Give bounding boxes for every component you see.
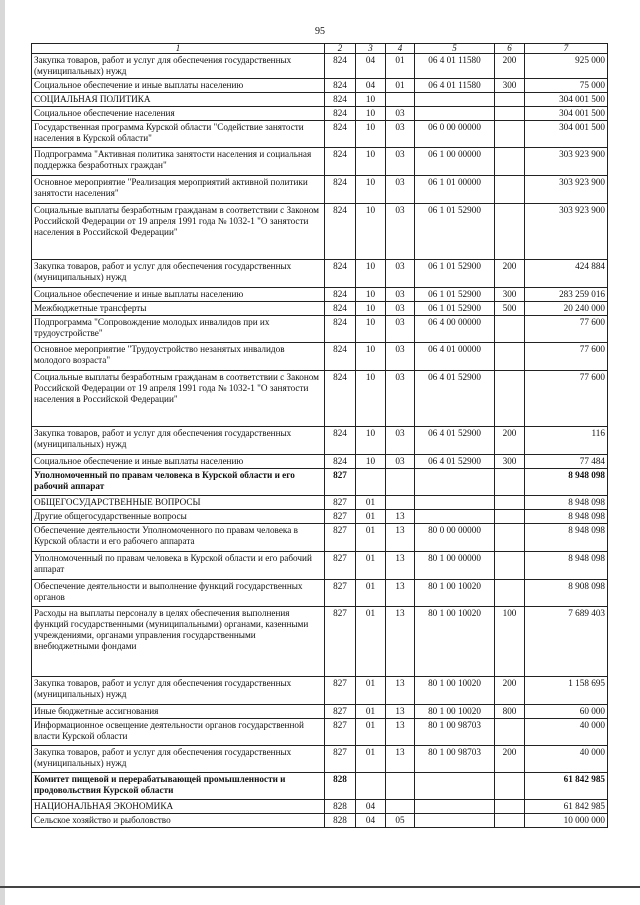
- row-name: Государственная программа Курской области "Содействие занятости населения в Курской области": [32, 121, 325, 148]
- budget-table: [31, 43, 608, 828]
- table-row: [32, 148, 608, 176]
- row-section: 10: [356, 343, 386, 371]
- row-article: 06 0 00 00000: [415, 121, 495, 148]
- row-section: 10: [356, 260, 386, 288]
- row-code: 824: [325, 427, 356, 455]
- row-article: 80 1 00 00000: [415, 552, 495, 580]
- row-subsection: [386, 93, 415, 107]
- row-expense-type: [495, 316, 525, 343]
- row-code: 824: [325, 260, 356, 288]
- row-code: 827: [325, 746, 356, 773]
- table-row: [32, 302, 608, 316]
- row-amount: 61 842 985: [525, 800, 608, 814]
- table-row: [32, 107, 608, 121]
- row-section: 04: [356, 814, 386, 828]
- row-article: 80 1 00 10020: [415, 607, 495, 677]
- row-code: 827: [325, 719, 356, 746]
- row-article: [415, 773, 495, 800]
- row-expense-type: [495, 800, 525, 814]
- table-row: [32, 316, 608, 343]
- row-subsection: 03: [386, 204, 415, 260]
- row-amount: 303 923 900: [525, 204, 608, 260]
- row-amount: 7 689 403: [525, 607, 608, 677]
- row-subsection: 13: [386, 552, 415, 580]
- row-section: 10: [356, 148, 386, 176]
- row-amount: 925 000: [525, 54, 608, 79]
- row-subsection: [386, 496, 415, 510]
- row-section: 10: [356, 316, 386, 343]
- row-subsection: [386, 800, 415, 814]
- row-name: Закупка товаров, работ и услуг для обеспечения государственных (муниципальных) нужд: [32, 427, 325, 455]
- row-subsection: 03: [386, 455, 415, 469]
- row-section: 10: [356, 93, 386, 107]
- row-amount: 8 948 098: [525, 496, 608, 510]
- row-name: Уполномоченный по правам человека в Курской области и его рабочий аппарат: [32, 552, 325, 580]
- row-subsection: 03: [386, 121, 415, 148]
- row-amount: 10 000 000: [525, 814, 608, 828]
- table-row: [32, 121, 608, 148]
- row-subsection: 13: [386, 510, 415, 524]
- row-code: 824: [325, 121, 356, 148]
- row-expense-type: 800: [495, 705, 525, 719]
- row-expense-type: [495, 773, 525, 800]
- table-row: [32, 455, 608, 469]
- row-expense-type: [495, 148, 525, 176]
- row-subsection: 05: [386, 814, 415, 828]
- row-amount: 8 948 098: [525, 552, 608, 580]
- table-row: [32, 260, 608, 288]
- row-name: Комитет пищевой и перерабатывающей промышленности и продовольствия Курской области: [32, 773, 325, 800]
- row-amount: 40 000: [525, 719, 608, 746]
- table-row: [32, 719, 608, 746]
- row-section: 04: [356, 54, 386, 79]
- row-section: 01: [356, 746, 386, 773]
- row-name: Основное мероприятие "Трудоустройство незанятых инвалидов молодого возраста": [32, 343, 325, 371]
- row-amount: 304 001 500: [525, 93, 608, 107]
- row-code: 828: [325, 814, 356, 828]
- row-expense-type: 500: [495, 302, 525, 316]
- row-subsection: 01: [386, 79, 415, 93]
- header-col-2: 2: [325, 44, 356, 54]
- row-subsection: 03: [386, 343, 415, 371]
- row-subsection: 13: [386, 746, 415, 773]
- row-subsection: 03: [386, 148, 415, 176]
- row-name: Обеспечение деятельности и выполнение функций государственных органов: [32, 580, 325, 607]
- row-name: Социальное обеспечение и иные выплаты населению: [32, 288, 325, 302]
- row-expense-type: 300: [495, 288, 525, 302]
- row-expense-type: [495, 719, 525, 746]
- row-amount: 77 600: [525, 371, 608, 427]
- row-section: 10: [356, 371, 386, 427]
- row-name: Социальное обеспечение населения: [32, 107, 325, 121]
- row-name: ОБЩЕГОСУДАРСТВЕННЫЕ ВОПРОСЫ: [32, 496, 325, 510]
- row-subsection: 13: [386, 524, 415, 552]
- row-name: Межбюджетные трансферты: [32, 302, 325, 316]
- row-expense-type: [495, 121, 525, 148]
- row-subsection: 03: [386, 107, 415, 121]
- row-section: 01: [356, 705, 386, 719]
- row-article: 06 4 01 11580: [415, 54, 495, 79]
- row-code: 824: [325, 288, 356, 302]
- row-amount: 304 001 500: [525, 107, 608, 121]
- row-amount: 8 948 098: [525, 524, 608, 552]
- row-expense-type: [495, 510, 525, 524]
- row-name: Закупка товаров, работ и услуг для обеспечения государственных (муниципальных) нужд: [32, 677, 325, 705]
- table-row: [32, 580, 608, 607]
- row-expense-type: [495, 496, 525, 510]
- row-section: 10: [356, 302, 386, 316]
- row-section: [356, 773, 386, 800]
- row-name: Закупка товаров, работ и услуг для обеспечения государственных (муниципальных) нужд: [32, 54, 325, 79]
- row-article: [415, 510, 495, 524]
- row-subsection: 03: [386, 260, 415, 288]
- row-name: Уполномоченный по правам человека в Курской области и его рабочий аппарат: [32, 469, 325, 496]
- row-code: 827: [325, 469, 356, 496]
- row-code: 824: [325, 54, 356, 79]
- row-article: 06 1 01 52900: [415, 302, 495, 316]
- row-article: 06 4 01 52900: [415, 427, 495, 455]
- row-article: [415, 496, 495, 510]
- table-row: [32, 552, 608, 580]
- row-name: Подпрограмма "Сопровождение молодых инвалидов при их трудоустройстве": [32, 316, 325, 343]
- row-code: 827: [325, 524, 356, 552]
- row-expense-type: [495, 176, 525, 204]
- row-code: 824: [325, 316, 356, 343]
- row-name: Обеспечение деятельности Уполномоченного по правам человека в Курской области и его рабочего аппарата: [32, 524, 325, 552]
- row-section: 10: [356, 288, 386, 302]
- row-subsection: [386, 469, 415, 496]
- row-name: Социальное обеспечение и иные выплаты населению: [32, 455, 325, 469]
- row-name: Сельское хозяйство и рыболовство: [32, 814, 325, 828]
- header-col-1: 1: [32, 44, 325, 54]
- row-code: 827: [325, 510, 356, 524]
- row-amount: 1 158 695: [525, 677, 608, 705]
- row-name: Иные бюджетные ассигнования: [32, 705, 325, 719]
- row-name: Социальные выплаты безработным гражданам в соответствии с Законом Российской Федерации от 19 апреля 1991 года № 1032-1 "О занятости населения в Российской Федерации": [32, 204, 325, 260]
- row-subsection: 13: [386, 677, 415, 705]
- table-row: [32, 607, 608, 677]
- page-bottom-border: [0, 886, 640, 888]
- row-amount: 75 000: [525, 79, 608, 93]
- table-row: [32, 343, 608, 371]
- row-article: 06 1 01 00000: [415, 176, 495, 204]
- row-article: 06 4 01 00000: [415, 343, 495, 371]
- row-amount: 8 948 098: [525, 510, 608, 524]
- row-article: [415, 469, 495, 496]
- row-article: 06 4 00 00000: [415, 316, 495, 343]
- row-name: Закупка товаров, работ и услуг для обеспечения государственных (муниципальных) нужд: [32, 746, 325, 773]
- row-article: 06 1 01 52900: [415, 260, 495, 288]
- row-amount: 77 484: [525, 455, 608, 469]
- row-code: 824: [325, 176, 356, 204]
- row-code: 827: [325, 705, 356, 719]
- table-body: [32, 44, 608, 828]
- row-section: 01: [356, 552, 386, 580]
- row-section: 04: [356, 79, 386, 93]
- row-subsection: 03: [386, 427, 415, 455]
- row-subsection: 03: [386, 371, 415, 427]
- row-section: 01: [356, 719, 386, 746]
- row-section: 10: [356, 204, 386, 260]
- row-article: 06 1 00 00000: [415, 148, 495, 176]
- row-expense-type: 300: [495, 79, 525, 93]
- row-section: 10: [356, 455, 386, 469]
- table-row: [32, 176, 608, 204]
- row-subsection: 13: [386, 580, 415, 607]
- table-row: [32, 705, 608, 719]
- row-expense-type: [495, 204, 525, 260]
- row-name: Другие общегосударственные вопросы: [32, 510, 325, 524]
- row-code: 824: [325, 79, 356, 93]
- row-section: 01: [356, 607, 386, 677]
- row-section: 01: [356, 580, 386, 607]
- row-code: 824: [325, 371, 356, 427]
- row-expense-type: [495, 107, 525, 121]
- table-row: [32, 371, 608, 427]
- table-row: [32, 746, 608, 773]
- row-amount: 77 600: [525, 343, 608, 371]
- row-expense-type: [495, 93, 525, 107]
- row-expense-type: [495, 580, 525, 607]
- table-row: [32, 469, 608, 496]
- table-row: [32, 93, 608, 107]
- row-amount: 424 884: [525, 260, 608, 288]
- row-subsection: 13: [386, 705, 415, 719]
- row-code: 824: [325, 93, 356, 107]
- row-code: 827: [325, 677, 356, 705]
- row-amount: 61 842 985: [525, 773, 608, 800]
- row-subsection: 03: [386, 316, 415, 343]
- row-section: 01: [356, 510, 386, 524]
- row-article: 80 0 00 00000: [415, 524, 495, 552]
- row-amount: 116: [525, 427, 608, 455]
- table-header-row: [32, 44, 608, 54]
- header-col-6: 6: [495, 44, 525, 54]
- row-code: 824: [325, 455, 356, 469]
- table-row: [32, 800, 608, 814]
- row-name: Расходы на выплаты персоналу в целях обеспечения выполнения функций государственными (муниципальными) органами, казенными учреждениями, органами управления государственными внебюджетными фондами: [32, 607, 325, 677]
- row-section: 01: [356, 496, 386, 510]
- row-expense-type: 200: [495, 54, 525, 79]
- row-name: Закупка товаров, работ и услуг для обеспечения государственных (муниципальных) нужд: [32, 260, 325, 288]
- row-section: 01: [356, 677, 386, 705]
- row-article: 80 1 00 10020: [415, 580, 495, 607]
- header-col-4: 4: [386, 44, 415, 54]
- row-amount: 8 948 098: [525, 469, 608, 496]
- row-code: 824: [325, 107, 356, 121]
- table-row: [32, 773, 608, 800]
- row-subsection: 03: [386, 288, 415, 302]
- row-subsection: 03: [386, 302, 415, 316]
- row-section: 10: [356, 427, 386, 455]
- row-article: 06 1 01 52900: [415, 288, 495, 302]
- scan-edge: [0, 0, 5, 905]
- row-code: 828: [325, 800, 356, 814]
- table-row: [32, 79, 608, 93]
- row-amount: 303 923 900: [525, 148, 608, 176]
- row-subsection: [386, 773, 415, 800]
- row-subsection: 03: [386, 176, 415, 204]
- row-name: НАЦИОНАЛЬНАЯ ЭКОНОМИКА: [32, 800, 325, 814]
- row-article: 06 1 01 52900: [415, 204, 495, 260]
- row-expense-type: 200: [495, 746, 525, 773]
- row-name: СОЦИАЛЬНАЯ ПОЛИТИКА: [32, 93, 325, 107]
- row-expense-type: 300: [495, 455, 525, 469]
- row-name: Подпрограмма "Активная политика занятости населения и социальная поддержка безработных граждан": [32, 148, 325, 176]
- row-name: Информационное освещение деятельности органов государственной власти Курской области: [32, 719, 325, 746]
- row-code: 828: [325, 773, 356, 800]
- row-expense-type: 200: [495, 260, 525, 288]
- row-article: [415, 93, 495, 107]
- row-code: 827: [325, 552, 356, 580]
- row-amount: 77 600: [525, 316, 608, 343]
- row-expense-type: [495, 343, 525, 371]
- table-row: [32, 427, 608, 455]
- row-expense-type: [495, 552, 525, 580]
- row-amount: 40 000: [525, 746, 608, 773]
- row-subsection: 13: [386, 719, 415, 746]
- row-article: [415, 107, 495, 121]
- table-row: [32, 496, 608, 510]
- row-amount: 8 908 098: [525, 580, 608, 607]
- row-article: [415, 814, 495, 828]
- row-name: Основное мероприятие "Реализация мероприятий активной политики занятости населения": [32, 176, 325, 204]
- header-col-7: 7: [525, 44, 608, 54]
- row-expense-type: 100: [495, 607, 525, 677]
- row-amount: 303 923 900: [525, 176, 608, 204]
- row-expense-type: [495, 524, 525, 552]
- row-code: 827: [325, 496, 356, 510]
- row-article: 80 1 00 98703: [415, 719, 495, 746]
- row-amount: 283 259 016: [525, 288, 608, 302]
- row-code: 827: [325, 580, 356, 607]
- row-expense-type: 200: [495, 427, 525, 455]
- table-row: [32, 204, 608, 260]
- table-row: [32, 510, 608, 524]
- header-col-3: 3: [356, 44, 386, 54]
- row-amount: 60 000: [525, 705, 608, 719]
- table-row: [32, 288, 608, 302]
- table-row: [32, 677, 608, 705]
- page-number: 95: [315, 26, 325, 37]
- row-section: 10: [356, 107, 386, 121]
- row-code: 827: [325, 607, 356, 677]
- row-section: [356, 469, 386, 496]
- row-code: 824: [325, 343, 356, 371]
- row-amount: 304 001 500: [525, 121, 608, 148]
- row-expense-type: 200: [495, 677, 525, 705]
- row-subsection: 13: [386, 607, 415, 677]
- header-col-5: 5: [415, 44, 495, 54]
- row-article: 06 4 01 11580: [415, 79, 495, 93]
- row-section: 04: [356, 800, 386, 814]
- row-section: 01: [356, 524, 386, 552]
- table-row: [32, 524, 608, 552]
- row-article: [415, 800, 495, 814]
- row-name: Социальное обеспечение и иные выплаты населению: [32, 79, 325, 93]
- row-article: 80 1 00 98703: [415, 746, 495, 773]
- row-code: 824: [325, 204, 356, 260]
- row-name: Социальные выплаты безработным гражданам в соответствии с Законом Российской Федерации от 19 апреля 1991 года № 1032-1 "О занятости населения в Российской Федерации": [32, 371, 325, 427]
- row-code: 824: [325, 148, 356, 176]
- row-expense-type: [495, 814, 525, 828]
- row-article: 80 1 00 10020: [415, 677, 495, 705]
- row-subsection: 01: [386, 54, 415, 79]
- row-expense-type: [495, 469, 525, 496]
- table-row: [32, 54, 608, 79]
- row-section: 10: [356, 176, 386, 204]
- row-article: 80 1 00 10020: [415, 705, 495, 719]
- row-article: 06 4 01 52900: [415, 455, 495, 469]
- row-amount: 20 240 000: [525, 302, 608, 316]
- row-section: 10: [356, 121, 386, 148]
- table-row: [32, 814, 608, 828]
- row-article: 06 4 01 52900: [415, 371, 495, 427]
- row-code: 824: [325, 302, 356, 316]
- row-expense-type: [495, 371, 525, 427]
